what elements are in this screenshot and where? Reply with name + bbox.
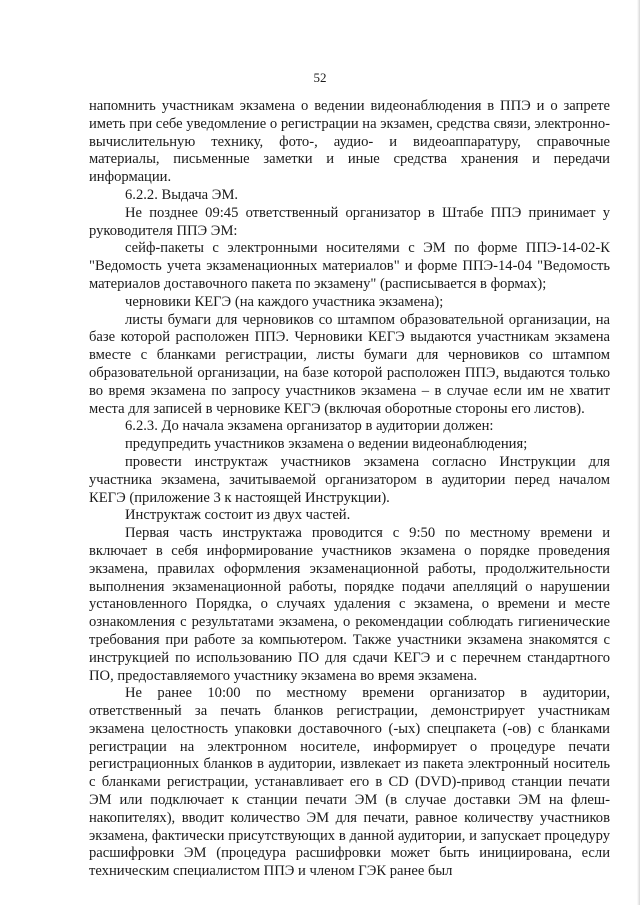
paragraph-em-receipt: Не позднее 09:45 ответственный организатор в Штабе ППЭ принимает у руководителя ППЭ ЭМ: [89,204,610,239]
page-number: 52 [313,70,327,85]
list-item-drafts: черновики КЕГЭ (на каждого участника экзамена); [125,293,444,310]
list-item-draft-sheets: листы бумаги для черновиков со штампом образовательной организации, на базе которой расположен ППЭ. Черновики КЕГЭ выдаются участникам экзамена вместе с бланками регистрации, листы бумаги для черновиков со штампом образовательной организации, на базе которой расположен ППЭ, выдаются только во время экзамена по запросу участников экзамена – в случае если им не хватит места для записей в черновике КЕГЭ (включая оборотные стороны его листов). [89,311,610,417]
section-heading-6-2-2: 6.2.2. Выдача ЭМ. [125,186,239,203]
list-item-safe-packages: сейф-пакеты с электронными носителями с ЭМ по форме ППЭ-14-02-К "Ведомость учета экзаменационных материалов" и форме ППЭ-14-04 "Ведомость материалов доставочного пакета по экзамену" (расписывается в формах); [89,240,610,292]
section-heading-6-2-3: 6.2.3. До начала экзамена организатор в аудитории должен: [125,418,494,435]
paragraph-printing-procedure: Не ранее 10:00 по местному времени организатор в аудитории, ответственный за печать бланков регистрации, демонстрирует участникам экзамена целостность упаковки доставочного (-ых) спецпакета (-ов) с бланками регистрации на электронном носителе, информирует о процедуре печати регистрационных бланков в аудитории, извлекает из пакета электронный носитель с бланками регистрации, устанавливает его в CD (DVD)-привод станции печати ЭМ или подключает к станции печати ЭМ (в случае доставки ЭМ на флеш-накопителях), вводит количество ЭМ для печати, равное количеству участников экзамена, фактически присутствующих в данной аудитории, и запускает процедуру расшифровки ЭМ (процедура расшифровки может быть инициирована, если техническим специалистом ППЭ и членом ГЭК ранее был [89,685,610,880]
paragraph-briefing-parts: Инструктаж состоит из двух частей. [125,507,351,524]
paragraph-reminder-continuation: напомнить участникам экзамена о ведении видеонаблюдения в ППЭ и о запрете иметь при себе уведомление о регистрации на экзамен, средства связи, электронно-вычислительную технику, фото-, аудио- и видеоаппаратуру, справочные материалы, письменные заметки и иные средства хранения и передачи информации. [89,98,610,186]
list-item-briefing: провести инструктаж участников экзамена согласно Инструкции для участника экзамена, зачитываемой организатором в аудитории перед началом КЕГЭ (приложение 3 к настоящей Инструкции). [89,453,610,506]
list-item-warn-video: предупредить участников экзамена о ведении видеонаблюдения; [125,436,528,453]
page-body [89,98,610,881]
paragraph-briefing-first-part: Первая часть инструктажа проводится с 9:50 по местному времени и включает в себя информирование участников экзамена о порядке проведения экзамена, правилах оформления экзаменационной работы, продолжительности выполнения экзаменационной работы, порядке подачи апелляций о нарушении установленного Порядка, о случаях удаления с экзамена, о времени и месте ознакомления с результатами экзамена, о рекомендации соблюдать гигиенические требования при работе за компьютером. Также участники экзамена знакомятся с инструкцией по использованию ПО для сдачи КЕГЭ и с перечнем стандартного ПО, предоставляемого участнику экзамена во время экзамена. [89,525,610,684]
